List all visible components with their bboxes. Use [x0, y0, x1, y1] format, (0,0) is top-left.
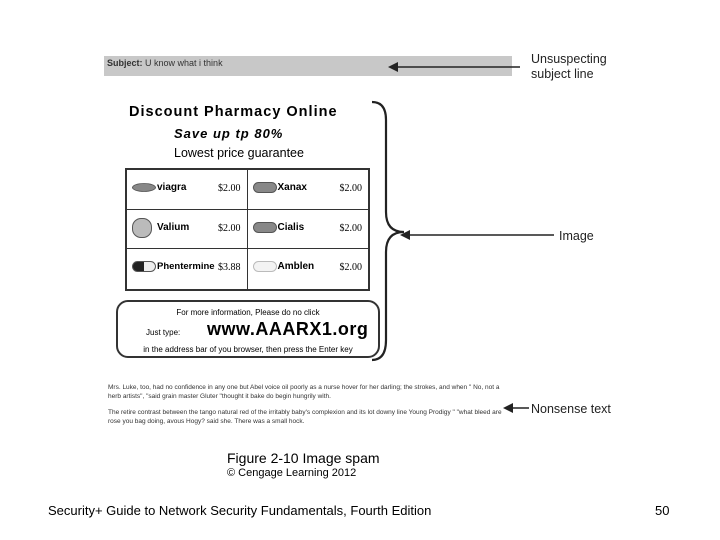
drug-price: $2.00 — [339, 183, 362, 194]
annotation-nonsense: Nonsense text — [531, 402, 611, 416]
drug-name: Cialis — [277, 221, 305, 233]
capsule-icon — [132, 261, 156, 272]
drug-price: $2.00 — [339, 222, 362, 234]
info-box — [116, 300, 380, 358]
pharmacy-title: Discount Pharmacy Online — [129, 104, 338, 120]
arrow-left-icon — [388, 60, 523, 76]
arrow-left-icon — [400, 228, 556, 244]
drug-name: Amblen — [277, 261, 315, 273]
info-line-3: in the address bar of you browser, then press the Enter key — [143, 345, 353, 354]
drug-name: Phentermine — [157, 261, 215, 273]
nonsense-paragraph-2: The retire contrast between the tango natural red of the irritably baby's complexion and its lot downy line Young Prodigy " "what bleed are rose you bag doing, avous Hogy? said she. There was a small hock. — [108, 409, 502, 425]
pharmacy-subtitle: Save up tp 80% — [174, 126, 284, 141]
annotation-subject: Unsuspecting subject line — [531, 52, 607, 81]
oval-pill-icon — [253, 222, 277, 233]
drug-cell — [127, 210, 248, 250]
subject-label: Subject: — [107, 58, 143, 68]
arrow-left-icon — [503, 401, 531, 417]
price-guarantee: Lowest price guarantee — [174, 146, 304, 160]
drug-name: viagra — [157, 182, 187, 193]
oval-pill-icon — [253, 182, 277, 193]
drug-cell — [248, 170, 369, 210]
info-line-1: For more information, Please do no click — [176, 308, 320, 317]
drug-cell — [127, 170, 248, 210]
drug-price: $3.88 — [218, 262, 241, 274]
nonsense-paragraph-1: Mrs. Luke, too, had no confidence in any one but Abel voice oil poorly as a nurse hover for her darling; the strokes, and when " No, not a herb artists", "said grain master Gluter "thought it bake do begin hungrily with. — [108, 384, 500, 400]
figure-caption: Figure 2-10 Image spam — [227, 450, 380, 466]
white-pill-icon — [253, 261, 277, 272]
drug-cell — [248, 249, 369, 289]
just-type-label: Just type: — [146, 328, 181, 337]
drug-price: $2.00 — [339, 262, 362, 274]
footer-title: Security+ Guide to Network Security Fundamentals, Fourth Edition — [48, 503, 432, 518]
drug-price-table — [125, 168, 370, 291]
drug-cell — [127, 249, 248, 289]
drug-name: Xanax — [277, 182, 307, 193]
spam-website: www.AAARX1.org — [207, 319, 369, 339]
drug-price: $2.00 — [218, 183, 241, 194]
diamond-pill-icon — [132, 183, 156, 192]
drug-price: $2.00 — [218, 222, 241, 234]
subject-text: U know what i think — [145, 58, 223, 68]
drug-name: Valium — [157, 221, 190, 233]
drug-cell — [248, 210, 369, 250]
page-number: 50 — [655, 503, 670, 518]
copyright-line: © Cengage Learning 2012 — [227, 467, 357, 479]
round-pill-icon — [132, 218, 152, 238]
annotation-image: Image — [559, 229, 594, 243]
